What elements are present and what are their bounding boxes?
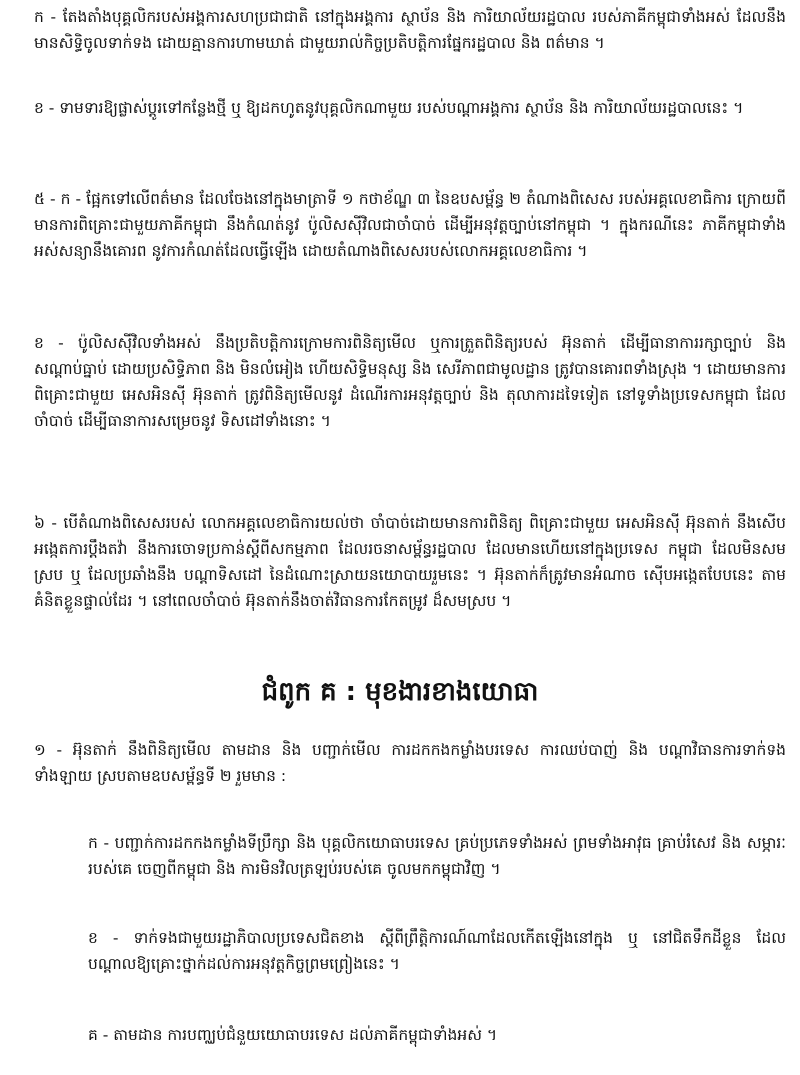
paragraph-military-1: ១ - អ៊ុនតាក់ នឹងពិនិត្យមើល តាមដាន និង បញ្ជាក់មើល ការដកកងកម្លាំងបរទេស ការឈប់បាញ់ និង បណ្តាវិធានការទាក់ទងទាំងឡាយ ស្របតាមឧបសម្ព័ន្ធទី ២ រួមមាន : [34,741,786,785]
paragraph-military-1b: ខ - ទាក់ទងជាមួយរដ្ឋាភិបាលប្រទេសជិតខាង ស្តីពីព្រឹត្តិការណ៍ណាដែលកើតឡើងនៅក្នុង ឬ នៅជិតទឹកដីខ្លួន ដែលបណ្តាលឱ្យគ្រោះថ្នាក់ដល់ការអនុវត្តកិច្ចព្រមព្រៀងនេះ ។ [88,929,786,973]
paragraph-military-1c: គ - តាមដាន ការបញ្ឈប់ជំនួយយោធាបរទេស ដល់ភាគីកម្ពុជាទាំងអស់ ។ [88,1026,498,1044]
paragraph-5a: ៥ - ក - ផ្អែកទៅលើពត៌មាន ដែលចែងនៅក្នុងមាត្រាទី ១ កថាខ័ណ្ឌ ៣ នៃឧបសម្ព័ន្ធ ២ តំណាងពិសេស របស់អគ្គលេខាធិការ ក្រោយពីមានការពិគ្រោះជាមួយភាគីកម្ពុជា នឹងកំណត់នូវ ប៉ូលិសស៊ីវិលជាចាំបាច់ ដើម្បីអនុវត្តច្បាប់នៅកម្ពុជា ។ ក្នុងករណីនេះ ភាគីកម្ពុជាទាំងអស់សន្យានឹងគោរព នូវការកំណត់ដែលធ្វើឡើង ដោយតំណាងពិសេសរបស់លោកអគ្គលេខាធិការ ។ [34,190,786,260]
section-heading: ជំពូក គ : មុខងារខាងយោធា [261,677,539,707]
paragraph-5b: ខ - ប៉ូលិសស៊ីវិលទាំងអស់ នឹងប្រតិបត្តិការក្រោមការពិនិត្យមើល ឬការត្រួតពិនិត្យរបស់ អ៊ុនតាក់ ដើម្បីធានាការរក្សាច្បាប់ និង សណ្តាប់ធ្នាប់ ដោយប្រសិទ្ធិភាព និង មិនលំអៀង ហើយសិទ្ធិមនុស្ស និង សេរីភាពជាមូលដ្ឋាន ត្រូវបានគោរពទាំងស្រុង ។ ដោយមានការពិគ្រោះជាមួយ អេសអិនស៊ី អ៊ុនតាក់ ត្រូវពិនិត្យមើលនូវ ដំណើរការអនុវត្តច្បាប់ និង តុលាការដទៃទៀត នៅទូទាំងប្រទេសកម្ពុជា ដែលចាំបាច់ ដើម្បីធានាការសម្រេចនូវ ទិសដៅទាំងនោះ ។ [34,334,786,430]
paragraph-military-1a: ក - បញ្ជាក់ការដកកងកម្លាំងទីប្រឹក្សា និង បុគ្គលិកយោធាបរទេស គ្រប់ប្រភេទទាំងអស់ ព្រមទាំងអាវុធ គ្រាប់រំសេវ និង សម្ភារៈរបស់គេ ចេញពីកម្ពុជា និង ការមិនវិលត្រឡប់របស់គេ ចូលមកកម្ពុជាវិញ ។ [88,834,786,878]
paragraph-4a: ក - តែងតាំងបុគ្គលិករបស់អង្គការសហប្រជាជាតិ នៅក្នុងអង្គការ ស្ថាប័ន និង ការិយាល័យរដ្ឋបាល របស់ភាគីកម្ពុជាទាំងអស់ ដែលនឹងមានសិទ្ធិចូលទាក់ទង ដោយគ្មានការហាមឃាត់ ជាមួយរាល់កិច្ចប្រតិបត្តិការផ្នែករដ្ឋបាល និង ពត៌មាន ។ [34,8,786,52]
paragraph-4b: ខ - ទាមទារឱ្យផ្លាស់ប្តូរទៅកន្លែងថ្មី ឬ ឱ្យដកហូតនូវបុគ្គលិកណាមួយ របស់បណ្តាអង្គការ ស្ថាប័ន និង ការិយាល័យរដ្ឋបាលនេះ ។ [34,99,744,117]
paragraph-6: ៦ - បើតំណាងពិសេសរបស់ លោកអគ្គលេខាធិការយល់ថា ចាំបាច់ដោយមានការពិនិត្យ ពិគ្រោះជាមួយ អេសអិនស៊ី អ៊ុនតាក់ នឹងសើបអង្កេតការប្តឹងតវ៉ា នឹងការចោទប្រកាន់ស្តីពីសកម្មភាព ដែលរចនាសម្ព័ន្ធរដ្ឋបាល ដែលមានហើយនៅក្នុងប្រទេស កម្ពុជា ដែលមិនសមស្រប ឬ ដែលប្រឆាំងនឹង បណ្តាទិសដៅ នៃដំណោះស្រាយនយោបាយរួមនេះ ។ អ៊ុនតាក់ក៏ត្រូវមានអំណាច ស៊ើបអង្កេតបែបនេះ តាមគំនិតខ្លួនផ្ទាល់ដែរ ។ នៅពេលចាំបាច់ អ៊ុនតាក់នឹងចាត់វិធានការកែតម្រូវ ដ៏សមស្រប ។ [34,514,786,610]
